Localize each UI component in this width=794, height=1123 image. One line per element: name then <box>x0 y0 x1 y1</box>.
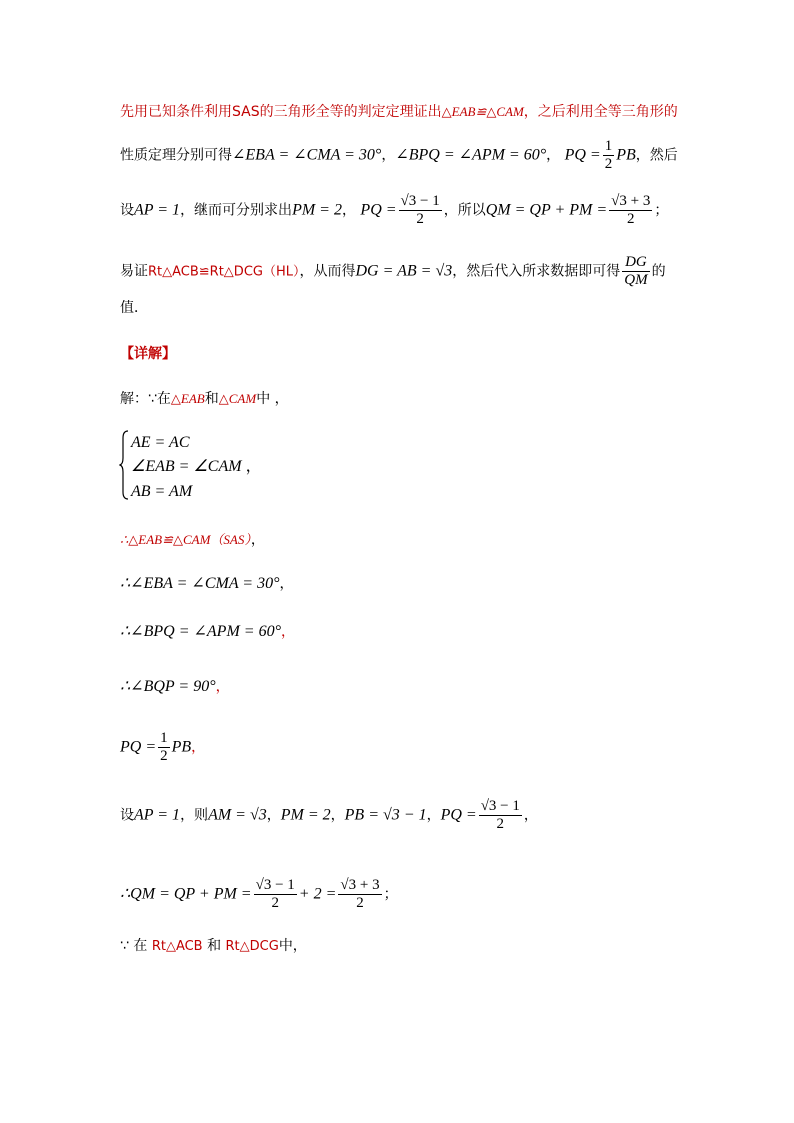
solution-line-7: 设AP = 1，则AM = √3，PM = 2，PB = √3 − 1，PQ = $\frac{√3 - 1}{2}$ ， <box>120 798 538 832</box>
fraction: $\frac{√3 - 1}{2}$ <box>255 877 295 911</box>
math-expr: AP = 1 <box>134 806 181 824</box>
fraction: $\frac{1}{2}$ <box>604 138 613 172</box>
congruence-result: ∴△EAB≌△CAM（SAS） <box>120 532 251 547</box>
sol-text: ， <box>250 532 265 548</box>
solution-line-1 <box>120 389 289 409</box>
intro-text: ，然后代入所求数据即可得 <box>452 263 621 280</box>
triangle-cam: △CAM <box>218 391 257 406</box>
math-expr: PM = 2 <box>280 806 331 824</box>
sol-text: 和 <box>204 391 219 407</box>
intro-line-5 <box>120 298 148 318</box>
system-row: AE = AC <box>131 434 190 451</box>
intro-text: 性质定理分别可得 <box>120 147 232 164</box>
math-expr: ∴∠EBA = ∠CMA = 30° <box>120 575 280 592</box>
solution-line-4: ∴∠BPQ = ∠APM = 60°， <box>120 623 295 640</box>
math-expr: QM = QP + PM = <box>485 201 608 219</box>
system-row: AB = AM <box>131 483 193 500</box>
fraction: $\frac{DG}{QM}$ <box>624 254 648 288</box>
solution-line-5: ∴∠BQP = 90°， <box>120 678 230 695</box>
section-heading: 【详解】 <box>120 346 176 362</box>
fraction: $\frac{√3 + 3}{2}$ <box>611 193 651 227</box>
math-expr: + 2 = <box>298 885 337 903</box>
math-expr: ∠BPQ = ∠APM = 60° <box>395 146 547 164</box>
intro-text: 值． <box>120 300 148 316</box>
sol-text: ，则 <box>180 807 209 824</box>
sol-text: 和 <box>207 938 222 954</box>
intro-text: ，从而得 <box>299 263 356 280</box>
sol-text: 解：∵在 <box>120 391 171 407</box>
solution-line-8: ∴QM = QP + PM = $\frac{√3 - 1}{2}$ + 2 = $\frac{√3 + 3}{2}$ ； <box>120 877 398 911</box>
math-expr: ∴QM = QP + PM = <box>120 885 252 903</box>
fraction: $\frac{√3 - 1}{2}$ <box>400 193 440 227</box>
solution-line-6: PQ = $\frac{1}{2}$ PB， <box>120 730 206 764</box>
system-row: ∠EAB = ∠CAM ， <box>131 458 262 475</box>
intro-line-1 <box>120 102 678 122</box>
math-expr: PQ = <box>564 146 601 164</box>
intro-text: 的三角形全等的判定定理证出 <box>259 104 442 120</box>
sol-text: 中 ， <box>256 391 289 407</box>
math-expr: ∴∠BPQ = ∠APM = 60° <box>120 623 281 640</box>
math-expr: DG = AB = √3 <box>355 262 453 280</box>
math-expr: PM = 2 <box>292 201 342 219</box>
sol-text: 中， <box>278 938 307 954</box>
solution-line-2 <box>120 530 265 550</box>
intro-line-4 <box>120 254 666 289</box>
intro-text: ，之后利用全等三角形的 <box>523 104 678 120</box>
intro-sas: SAS <box>232 104 260 120</box>
fraction: $\frac{√3 - 1}{2}$ <box>480 798 520 832</box>
math-expr: ∠EBA = ∠CMA = 30° <box>232 146 382 164</box>
fraction: $\frac{√3 + 3}{2}$ <box>340 877 380 911</box>
intro-text: 的 <box>651 263 666 280</box>
math-expr: PB <box>171 738 192 756</box>
fraction: $\frac{1}{2}$ <box>160 730 168 764</box>
math-expr: PB <box>616 146 636 164</box>
math-expr: PQ = <box>440 806 477 824</box>
intro-text: ，继而可分别求出 <box>180 202 293 219</box>
math-expr: PQ = <box>120 738 157 756</box>
intro-text: 易证 <box>120 263 148 280</box>
intro-text: ，然后 <box>635 147 678 164</box>
sol-text: ∵ 在 <box>120 938 148 954</box>
solution-line-3: ∴∠EBA = ∠CMA = 30°， <box>120 575 294 592</box>
math-expr: PB = √3 − 1 <box>344 806 427 824</box>
left-brace <box>119 430 129 500</box>
triangle-acb: Rt△ACB <box>151 939 203 954</box>
intro-text: 设 <box>120 202 134 219</box>
math-expr: PQ = <box>360 201 397 219</box>
intro-line-2: 性质定理分别可得∠EBA = ∠CMA = 30°，∠BPQ = ∠APM = 60°， PQ = $\frac{1}{2}$ PB，然后 <box>120 138 678 172</box>
intro-congruence: △EAB≌△CAM <box>441 104 524 119</box>
intro-rt-congruence: Rt△ACB≌Rt△DCG（HL） <box>148 264 300 280</box>
intro-line-3: 设AP = 1，继而可分别求出PM = 2， PQ = $\frac{√3 - 1}{2}$ ，所以QM = QP + PM = $\frac{√3 + 3}{2}$ ； <box>120 193 669 227</box>
system-eq: ∠EAB = ∠CAM <box>131 458 242 475</box>
math-expr: AM = √3 <box>208 806 267 824</box>
triangle-dcg: Rt△DCG <box>225 939 279 954</box>
triangle-eab: △EAB <box>170 391 205 406</box>
intro-text: 先用已知条件利用 <box>120 104 232 120</box>
math-expr: AP = 1 <box>134 201 181 219</box>
intro-text: ，所以 <box>443 202 486 219</box>
solution-line-9 <box>120 936 307 957</box>
math-expr: ∴∠BQP = 90° <box>120 678 216 695</box>
sol-text: 设 <box>120 807 134 824</box>
